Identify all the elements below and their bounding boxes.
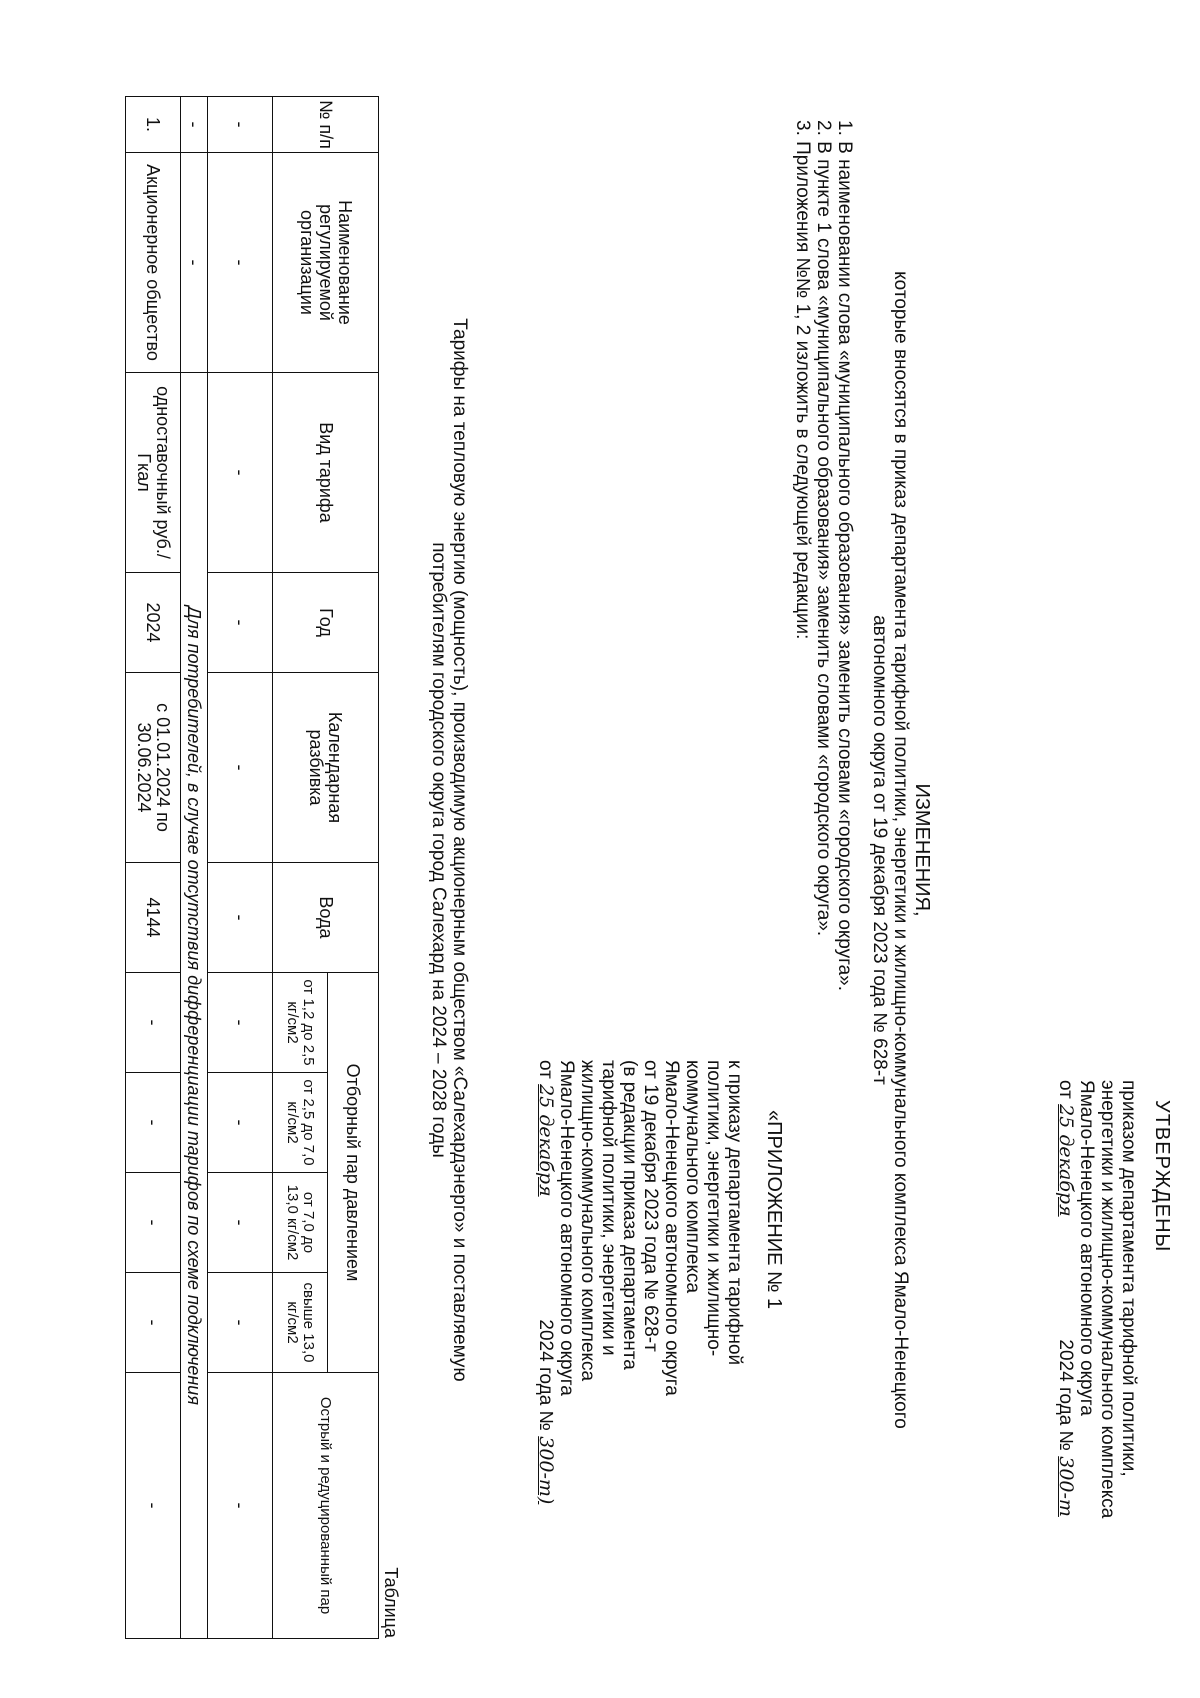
table-cell: - [208, 97, 273, 153]
row-sharp: - [126, 1373, 181, 1639]
header-steam-2: от 2,5 до 7,0 кг/см2 [273, 1073, 328, 1173]
header-year: Год [273, 573, 379, 673]
row-steam-2: - [126, 1073, 181, 1173]
row-steam-1: - [126, 973, 181, 1073]
date-prefix: от [1055, 1080, 1076, 1099]
year-text: 2024 года № [535, 1319, 556, 1431]
section-label: Для потребителей, в случае отсутствия дифференциации тарифов по схеме подключения [181, 373, 208, 1639]
table-label: Таблица [381, 1567, 401, 1638]
row-kind: одноставочный руб./Гкал [126, 373, 181, 573]
handwritten-number: 300-т) [535, 1436, 557, 1505]
caption-line: потребителям городского округа город Салехард на 2024 – 2028 годы [428, 542, 449, 1158]
table-cell: - [208, 373, 273, 573]
change-item: 1. В наименовании слова «муниципального образования» заменить словами «городского округа». [834, 120, 855, 992]
change-item: 3. Приложения №№ 1, 2 изложить в следующей редакции: [792, 120, 813, 640]
table-cell: - [208, 1073, 273, 1173]
header-period: Календарная разбивка [273, 673, 379, 863]
changes-subtitle: которые вносятся в приказ департамента тарифной политики, энергетики и жилищно-коммунального комплекса Ямало-Ненецкого [890, 271, 911, 1429]
row-water: 4144 [126, 863, 181, 973]
table-cell: - [208, 1273, 273, 1373]
changes-subtitle: автономного округа от 19 декабря 2023 года № 628-т [869, 615, 890, 1085]
date-prefix: от [535, 1060, 556, 1079]
header-steam-3: от 7,0 до 13,0 кг/см2 [273, 1173, 328, 1273]
table-cell: - [208, 573, 273, 673]
changes-title-block [869, 60, 932, 1640]
tariff-table [125, 96, 379, 1639]
row-steam-4: - [126, 1273, 181, 1373]
appendix-line: Ямало-Ненецкого автономного округа [556, 1060, 577, 1396]
header-row [328, 97, 379, 1639]
appendix-line: от 19 декабря 2023 года № 628-т [640, 1060, 661, 1352]
section-num: - [181, 97, 208, 153]
header-sharp: Острый и редуцированный пар [273, 1373, 379, 1639]
handwritten-date: 25 декабря [535, 1084, 557, 1197]
table-row [126, 97, 181, 1639]
appendix-date-line [535, 1060, 556, 1620]
header-kind: Вид тарифа [273, 373, 379, 573]
row-steam-3: - [126, 1173, 181, 1273]
changes-items [792, 120, 855, 1620]
header-steam-1: от 1,2 до 2,5 кг/см2 [273, 973, 328, 1073]
table-cell: - [208, 1173, 273, 1273]
appendix-line: жилищно-коммунального комплекса [577, 1060, 598, 1382]
header-water: Вода [273, 863, 379, 973]
row-period: с 01.01.2024 по 30.06.2024 [126, 673, 181, 863]
appendix-line: политики, энергетики и жилищно- [703, 1060, 724, 1357]
approval-line: энергетики и жилищно-коммунального комплекса [1097, 1080, 1118, 1519]
approval-header: УТВЕРЖДЕНЫ [1151, 1100, 1173, 1253]
header-steam: Отборный пар давлением [328, 973, 379, 1373]
row-org: Акционерное общество [126, 153, 181, 373]
section-row [181, 97, 208, 1639]
approval-line: приказом департамента тарифной политики, [1118, 1080, 1139, 1477]
approval-date-line [1055, 1080, 1076, 1640]
table-caption [428, 90, 470, 1610]
table-cell: - [208, 863, 273, 973]
changes-title: ИЗМЕНЕНИЯ, [911, 783, 933, 917]
caption-line: Тарифы на тепловую энергию (мощность), производимую акционерным обществом «Салехардэнерго» и поставляемую [449, 318, 470, 1382]
table-cell: - [208, 673, 273, 863]
row-num: 1. [126, 97, 181, 153]
table-cell: - [208, 153, 273, 373]
year-text: 2024 года № [1055, 1339, 1076, 1451]
approval-line: Ямало-Ненецкого автономного округа [1076, 1080, 1097, 1416]
handwritten-date: 25 декабря [1055, 1104, 1077, 1217]
handwritten-number: 300-т [1055, 1456, 1077, 1517]
appendix-line: коммунального комплекса [682, 1060, 703, 1294]
appendix-line: Ямало-Ненецкого автономного округа [661, 1060, 682, 1396]
appendix-line: тарифной политики, энергетики и [598, 1060, 619, 1356]
change-item: 2. В пункте 1 слова «муниципального образования» заменить словами «городского округа». [813, 120, 834, 937]
appendix-block [535, 1060, 784, 1620]
table-cell: - [208, 973, 273, 1073]
header-steam-4: свыше 13,0 кг/см2 [273, 1273, 328, 1373]
appendix-line: (в редакции приказа департамента [619, 1060, 640, 1370]
appendix-header: «ПРИЛОЖЕНИЕ № 1 [763, 1110, 785, 1310]
row-year: 2024 [126, 573, 181, 673]
header-num: № п/п [273, 97, 379, 153]
header-org: Наименование регулируемой организации [273, 153, 379, 373]
appendix-line: к приказу департамента тарифной [724, 1060, 745, 1366]
section-org: - [181, 153, 208, 373]
approval-block [1055, 1080, 1172, 1640]
dash-row [208, 97, 273, 1639]
table-cell: - [208, 1373, 273, 1639]
